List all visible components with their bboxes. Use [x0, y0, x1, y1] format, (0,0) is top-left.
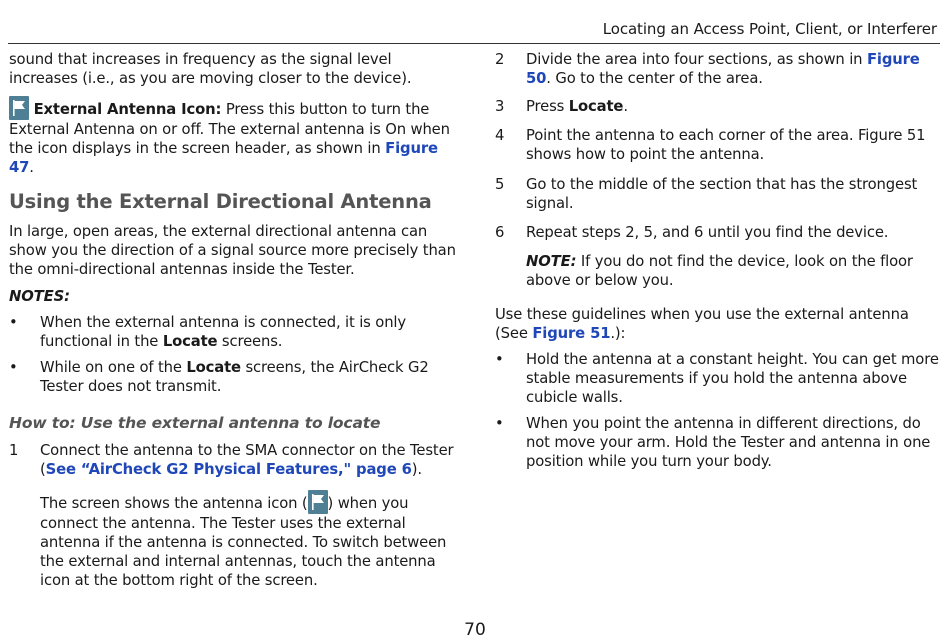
header-rule	[8, 43, 940, 44]
list-item: • Hold the antenna at a constant height. You can get more stable measurements if you hold the antenna above cubicle walls.	[495, 351, 939, 406]
bullet-mark: •	[9, 314, 18, 331]
left-column	[9, 50, 459, 590]
section-title: Using the External Directional Antenna	[9, 190, 432, 213]
note-item: • When the external antenna is connected, it is only functional in the Locate screens.	[9, 314, 406, 350]
howto-title: How to: Use the external antenna to locate	[9, 414, 381, 432]
running-header: Locating an Access Point, Client, or Interferer	[602, 20, 937, 38]
flag-antenna-icon[interactable]	[9, 96, 29, 120]
figure-51-link[interactable]: Figure 51	[532, 325, 611, 342]
step-number: 2	[495, 51, 505, 68]
step-1-detail: The screen shows the antenna icon ( ) when you connect the antenna. The Tester uses the external antenna if the antenna is connected. To switch between the external and internal antennas, touch the antenna icon at the bottom right of the screen.	[40, 490, 459, 590]
step-number: 5	[495, 176, 505, 193]
step-5: 5 Go to the middle of the section that has the strongest signal.	[495, 176, 918, 212]
page-number: 70	[464, 620, 486, 640]
note-item: • While on one of the Locate screens, the AirCheck G2 Tester does not transmit.	[9, 359, 429, 395]
bullet-mark: •	[495, 415, 504, 432]
list-item: • When you point the antenna in different directions, do not move your arm. Hold the Tester and antenna in one position while you turn your body.	[495, 415, 931, 470]
notes-list	[9, 313, 459, 396]
step-1: 1 Connect the antenna to the SMA connector on the Tester (See “AirCheck G2 Physical Features," page 6).	[9, 442, 454, 478]
external-antenna-icon-paragraph: External Antenna Icon: Press this button to turn the External Antenna on or off. The external antenna is On when the icon displays in the screen header, as shown in Figure 47.	[9, 96, 459, 177]
physical-features-link[interactable]: See “AirCheck G2 Physical Features," page 6	[45, 461, 412, 478]
intro-paragraph: sound that increases in frequency as the signal level increases (i.e., as you are moving closer to the device).	[9, 51, 412, 87]
right-column	[495, 50, 942, 471]
figure-47-link[interactable]: Figure 47	[9, 140, 438, 176]
step-number: 3	[495, 98, 505, 115]
section-paragraph: In large, open areas, the external directional antenna can show you the direction of a signal source more precisely than the omni-directional antennas inside the Tester.	[9, 223, 456, 278]
step-4: 4 Point the antenna to each corner of the area. Figure 51 shows how to point the antenna.	[495, 127, 926, 163]
step-number: 4	[495, 127, 505, 144]
guidelines-list	[495, 350, 942, 471]
step-6: 6 Repeat steps 2, 5, and 6 until you find the device.	[495, 224, 889, 241]
guidelines-paragraph: Use these guidelines when you use the external antenna (See Figure 51.):	[495, 306, 909, 342]
note-label: NOTE:	[526, 253, 577, 270]
step-number: 1	[9, 442, 19, 459]
step-3: 3 Press Locate.	[495, 98, 628, 115]
note-paragraph: NOTE: If you do not find the device, look on the floor above or below you.	[526, 253, 913, 289]
step-2: 2 Divide the area into four sections, as shown in Figure 50. Go to the center of the area.	[495, 51, 920, 87]
bullet-mark: •	[9, 359, 18, 376]
icon-label: External Antenna Icon:	[33, 101, 222, 118]
figure-50-link[interactable]: Figure 50	[526, 51, 920, 87]
antenna-icon-inline	[308, 490, 328, 514]
bullet-mark: •	[495, 351, 504, 368]
step-number: 6	[495, 224, 505, 241]
notes-label: NOTES:	[9, 288, 70, 305]
